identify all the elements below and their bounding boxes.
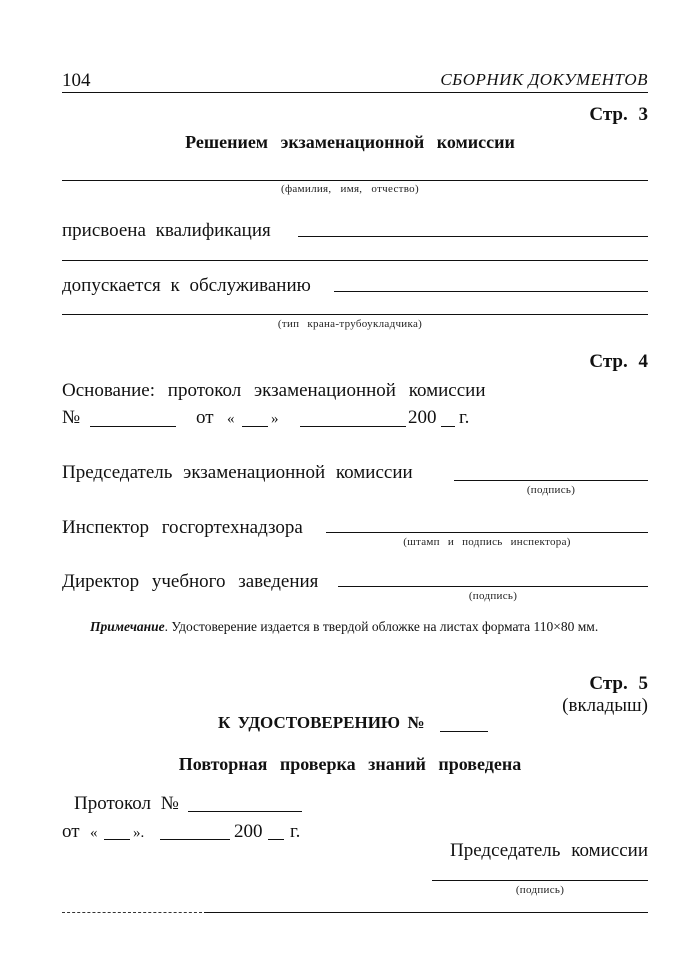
qualification-label: присвоена квалификация: [62, 220, 271, 241]
running-title: СБОРНИК ДОКУМЕНТОВ: [440, 70, 648, 89]
director-caption: (подпись): [468, 590, 518, 602]
to-certificate-label: К УДОСТОВЕРЕНИЮ №: [218, 713, 425, 732]
note: [62, 617, 648, 636]
crane-caption: (тип крана-трубоукладчика): [277, 318, 423, 330]
recheck-day-line[interactable]: [104, 839, 130, 840]
recheck-title: Повторная проверка знаний проведена: [178, 754, 522, 774]
recheck-signature-line[interactable]: [432, 880, 648, 881]
bottom-rule: [204, 912, 648, 913]
page5-label: Стр. 5: [589, 673, 648, 694]
basis-quote-open: «: [227, 411, 235, 427]
director-signature-line[interactable]: [338, 586, 648, 587]
protocol-number-line[interactable]: [90, 426, 176, 427]
header-rule: [62, 92, 648, 93]
basis-from-word: от: [196, 407, 214, 428]
basis-day-line[interactable]: [242, 426, 268, 427]
basis-year-suffix: г.: [459, 407, 470, 428]
basis-year-prefix: 200: [408, 407, 437, 428]
qualification-line-2[interactable]: [62, 260, 648, 261]
certificate-number-line[interactable]: [440, 731, 488, 732]
recheck-year-line[interactable]: [268, 839, 284, 840]
inspector-label: Инспектор госгортехнадзора: [62, 517, 303, 538]
basis-no-sign: №: [62, 407, 81, 428]
note-label: Примечание: [90, 619, 165, 634]
chairman-signature-caption: (подпись): [526, 484, 576, 496]
recheck-month-line[interactable]: [160, 839, 230, 840]
basis-quote-close: »: [271, 411, 279, 427]
qualification-line[interactable]: [298, 236, 648, 237]
inspector-caption: (штамп и подпись инспектора): [403, 536, 571, 548]
basis-text: Основание: протокол экзаменационной комиссии: [62, 380, 486, 401]
recheck-protocol-label: Протокол №: [74, 793, 179, 814]
name-caption: (фамилия, имя, отчество): [281, 183, 419, 195]
page-number: 104: [62, 70, 91, 91]
recheck-from-word: от: [62, 821, 80, 842]
recheck-quote-close: ».: [133, 825, 145, 841]
chairman-label: Председатель экзаменационной комиссии: [62, 462, 413, 483]
note-text: . Удостоверение издается в твердой обложке на листах формата 110×80 мм.: [164, 619, 599, 634]
page3-title: Решением экзаменационной комиссии: [185, 132, 515, 152]
crane-type-line[interactable]: [62, 314, 648, 315]
chairman-signature-line[interactable]: [454, 480, 648, 481]
page5-sublabel: (вкладыш): [562, 695, 648, 716]
service-line[interactable]: [334, 291, 648, 292]
service-label: допускается к обслуживанию: [62, 275, 311, 296]
recheck-chairman-label: Председатель комиссии: [450, 840, 648, 861]
page4-label: Стр. 4: [589, 351, 648, 372]
recheck-year-suffix: г.: [290, 821, 301, 842]
basis-month-line[interactable]: [300, 426, 406, 427]
name-line[interactable]: [62, 180, 648, 181]
bottom-rule-dashed: [62, 912, 202, 913]
recheck-year-prefix: 200: [234, 821, 263, 842]
recheck-quote-open: «: [90, 825, 98, 841]
inspector-signature-line[interactable]: [326, 532, 648, 533]
director-label: Директор учебного заведения: [62, 571, 319, 592]
page3-label: Стр. 3: [589, 104, 648, 125]
recheck-signature-caption: (подпись): [515, 884, 565, 896]
recheck-protocol-number-line[interactable]: [188, 811, 302, 812]
basis-year-line[interactable]: [441, 426, 455, 427]
